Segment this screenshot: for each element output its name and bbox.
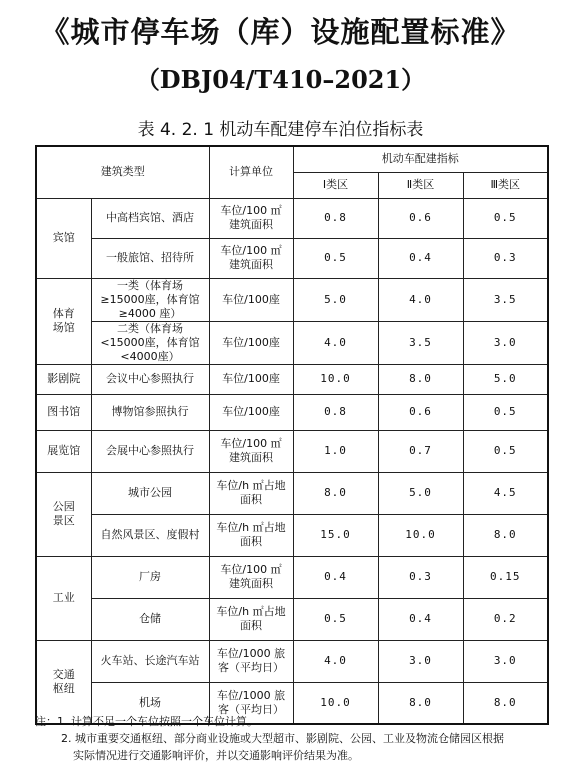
- notes: [35, 713, 550, 764]
- type-cell: 城市公园: [91, 472, 209, 514]
- zone-3-cell: 0.2: [463, 598, 548, 640]
- zone-3-cell: 0.3: [463, 238, 548, 278]
- unit-cell: 车位/100 ㎡建筑面积: [209, 238, 293, 278]
- category-cell: 体育场馆: [36, 278, 91, 364]
- type-cell: 会议中心参照执行: [91, 364, 209, 394]
- unit-cell: 车位/100 ㎡建筑面积: [209, 198, 293, 238]
- type-cell: 厂房: [91, 556, 209, 598]
- zone-3-cell: 8.0: [463, 682, 548, 724]
- unit-cell: 车位/100座: [209, 278, 293, 321]
- zone-2-cell: 5.0: [378, 472, 463, 514]
- zone-1-cell: 0.8: [293, 394, 378, 430]
- header-zone-2: Ⅱ类区: [378, 172, 463, 198]
- unit-cell: 车位/1000 旅客（平均日）: [209, 640, 293, 682]
- zone-1-cell: 10.0: [293, 682, 378, 724]
- table-body: [36, 198, 548, 724]
- zone-2-cell: 0.4: [378, 598, 463, 640]
- note-2-continued: 实际情况进行交通影响评价，并以交通影响评价结果为准。: [73, 749, 359, 762]
- type-cell: 中高档宾馆、酒店: [91, 198, 209, 238]
- table-row: [36, 278, 548, 321]
- zone-2-cell: 10.0: [378, 514, 463, 556]
- header-zone-3: Ⅲ类区: [463, 172, 548, 198]
- zone-2-cell: 0.6: [378, 198, 463, 238]
- zone-3-cell: 5.0: [463, 364, 548, 394]
- zone-3-cell: 8.0: [463, 514, 548, 556]
- category-cell: 工业: [36, 556, 91, 640]
- zone-2-cell: 0.6: [378, 394, 463, 430]
- unit-cell: 车位/h ㎡占地面积: [209, 598, 293, 640]
- zone-1-cell: 0.5: [293, 238, 378, 278]
- table-row: [36, 394, 548, 430]
- table-row: [36, 238, 548, 278]
- zone-1-cell: 8.0: [293, 472, 378, 514]
- unit-cell: 车位/1000 旅客（平均日）: [209, 682, 293, 724]
- zone-3-cell: 0.5: [463, 394, 548, 430]
- zone-3-cell: 4.5: [463, 472, 548, 514]
- zone-1-cell: 0.8: [293, 198, 378, 238]
- table-row: [36, 472, 548, 514]
- category-cell: 展览馆: [36, 430, 91, 472]
- table-row: [36, 364, 548, 394]
- category-cell: 图书馆: [36, 394, 91, 430]
- type-cell: 会展中心参照执行: [91, 430, 209, 472]
- unit-cell: 车位/100座: [209, 364, 293, 394]
- parking-indicator-table: [35, 145, 549, 725]
- table-row: [36, 514, 548, 556]
- zone-2-cell: 8.0: [378, 364, 463, 394]
- note-2: 2. 城市重要交通枢纽、部分商业设施或大型超市、影剧院、公园、工业及物流仓储园区根据: [61, 732, 504, 745]
- zone-3-cell: 0.15: [463, 556, 548, 598]
- unit-cell: 车位/100座: [209, 394, 293, 430]
- table-row: [36, 598, 548, 640]
- zone-1-cell: 4.0: [293, 640, 378, 682]
- header-zone-1: Ⅰ类区: [293, 172, 378, 198]
- zone-1-cell: 4.0: [293, 321, 378, 364]
- category-cell: 宾馆: [36, 198, 91, 278]
- unit-cell: 车位/100 ㎡建筑面积: [209, 556, 293, 598]
- table-row: [36, 198, 548, 238]
- type-cell: 一般旅馆、招待所: [91, 238, 209, 278]
- zone-2-cell: 0.3: [378, 556, 463, 598]
- zone-3-cell: 3.5: [463, 278, 548, 321]
- table-row: [36, 430, 548, 472]
- zone-2-cell: 3.0: [378, 640, 463, 682]
- zone-1-cell: 0.4: [293, 556, 378, 598]
- table-row: [36, 556, 548, 598]
- zone-1-cell: 5.0: [293, 278, 378, 321]
- zone-2-cell: 0.4: [378, 238, 463, 278]
- zone-3-cell: 3.0: [463, 640, 548, 682]
- zone-2-cell: 0.7: [378, 430, 463, 472]
- type-cell: 火车站、长途汽车站: [91, 640, 209, 682]
- zone-2-cell: 3.5: [378, 321, 463, 364]
- table-row: [36, 321, 548, 364]
- type-cell: 仓储: [91, 598, 209, 640]
- zone-3-cell: 0.5: [463, 430, 548, 472]
- unit-cell: 车位/100座: [209, 321, 293, 364]
- zone-1-cell: 1.0: [293, 430, 378, 472]
- unit-cell: 车位/h ㎡占地面积: [209, 514, 293, 556]
- standard-code: （DBJ04/T410–2021）: [135, 65, 426, 94]
- zone-3-cell: 3.0: [463, 321, 548, 364]
- zone-1-cell: 0.5: [293, 598, 378, 640]
- zone-1-cell: 15.0: [293, 514, 378, 556]
- type-cell: 博物馆参照执行: [91, 394, 209, 430]
- table-row: [36, 640, 548, 682]
- note-1: 注：1. 计算不足一个车位按照一个车位计算。: [35, 715, 258, 728]
- category-cell: 公园景区: [36, 472, 91, 556]
- zone-2-cell: 4.0: [378, 278, 463, 321]
- unit-cell: 车位/h ㎡占地面积: [209, 472, 293, 514]
- type-cell: 自然风景区、度假村: [91, 514, 209, 556]
- header-indicator: 机动车配建指标: [293, 146, 548, 172]
- unit-cell: 车位/100 ㎡建筑面积: [209, 430, 293, 472]
- document-title: 《城市停车场（库）设施配置标准》: [40, 15, 521, 49]
- type-cell: 一类（体育场≥15000座，体育馆≥4000 座）: [91, 278, 209, 321]
- zone-2-cell: 8.0: [378, 682, 463, 724]
- category-cell: 影剧院: [36, 364, 91, 394]
- type-cell: 机场: [91, 682, 209, 724]
- header-building-type: 建筑类型: [36, 146, 209, 198]
- header-unit: 计算单位: [209, 146, 293, 198]
- type-cell: 二类（体育场<15000座，体育馆<4000座）: [91, 321, 209, 364]
- table-caption: 表 4. 2. 1 机动车配建停车泊位指标表: [137, 120, 424, 140]
- zone-3-cell: 0.5: [463, 198, 548, 238]
- category-cell: 交通枢纽: [36, 640, 91, 724]
- zone-1-cell: 10.0: [293, 364, 378, 394]
